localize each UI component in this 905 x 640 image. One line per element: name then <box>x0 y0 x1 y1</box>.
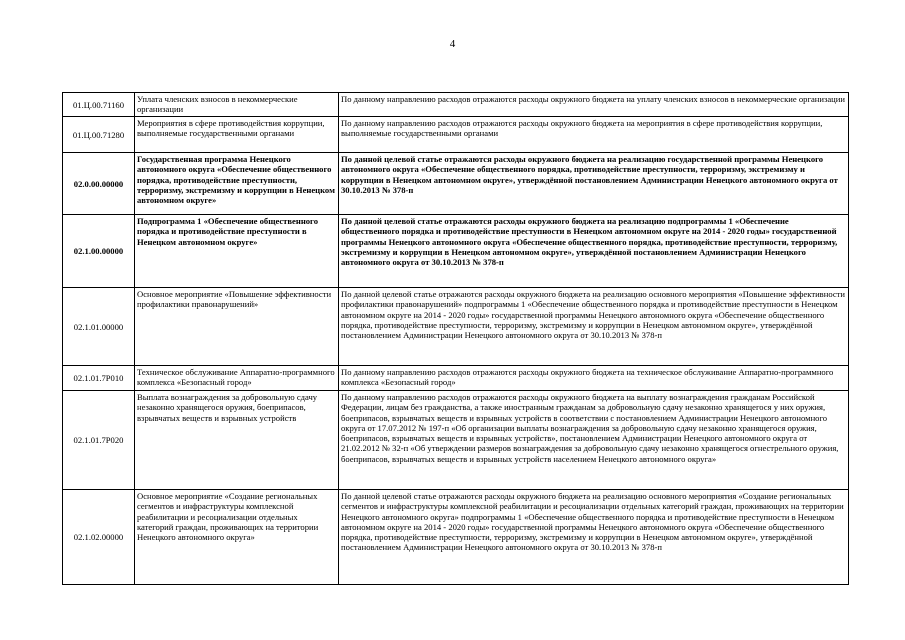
row-description: По данному направлению расходов отражаются расходы окружного бюджета на техническое обслуживание Аппаратно-программного комплекса «Безопасный город» <box>339 366 849 391</box>
table-row <box>63 490 849 585</box>
row-description: По данному направлению расходов отражаются расходы окружного бюджета на уплату членских взносов в некоммерческие организации <box>339 93 849 117</box>
row-name: Подпрограмма 1 «Обеспечение общественного порядка и противодействие преступности в Ненецком автономном округе» <box>135 215 339 288</box>
row-name: Государственная программа Ненецкого автономного округа «Обеспечение общественного порядка, противодействие преступности, терроризму, экстремизму и коррупции в Ненецком автономном округе» <box>135 153 339 215</box>
row-name: Уплата членских взносов в некоммерческие организации <box>135 93 339 117</box>
table-row <box>63 153 849 215</box>
row-name: Техническое обслуживание Аппаратно-программного комплекса «Безопасный город» <box>135 366 339 391</box>
row-name: Выплата вознаграждения за добровольную сдачу незаконно хранящегося оружия, боеприпасов, взрывчатых веществ и взрывных устройств <box>135 391 339 490</box>
table-row <box>63 93 849 117</box>
row-code: 01.Ц.00.71280 <box>63 117 135 153</box>
table-row <box>63 215 849 288</box>
row-name: Основное мероприятие «Создание региональных сегментов и инфраструктуры комплексной реабилитации и ресоциализации отдельных категорий граждан, проживающих на территории Ненецкого автономного округа» <box>135 490 339 585</box>
row-code: 02.1.02.00000 <box>63 490 135 585</box>
table-row <box>63 366 849 391</box>
row-description: По данной целевой статье отражаются расходы окружного бюджета на реализацию подпрограммы 1 «Обеспечение общественного порядка и противодействие преступности в Ненецком автономном округе на 2014 - 2020 годы» государственной программы Ненецкого автономного округа «Обеспечение общественного порядка, противодействие преступности, терроризму, экстремизму и коррупции в Ненецком автономном округе», утверждённой постановлением Администрации Ненецкого автономного округа от 30.10.2013 № 378-п <box>339 215 849 288</box>
table-row <box>63 391 849 490</box>
table-row <box>63 117 849 153</box>
row-name: Мероприятия в сфере противодействия коррупции, выполняемые государственными органами <box>135 117 339 153</box>
table-row <box>63 288 849 366</box>
page-number: 4 <box>449 38 456 50</box>
row-code: 02.1.01.00000 <box>63 288 135 366</box>
row-name: Основное мероприятие «Повышение эффективности профилактики правонарушений» <box>135 288 339 366</box>
row-code: 02.1.00.00000 <box>63 215 135 288</box>
row-description: По данной целевой статье отражаются расходы окружного бюджета на реализацию государственной программы Ненецкого автономного округа «Обеспечение общественного порядка, противодействие преступности, терроризму, экстремизму и коррупции в Ненецком автономном округе», утверждённой постановлением Администрации Ненецкого автономного округа от 30.10.2013 № 378-п <box>339 153 849 215</box>
row-code: 02.1.01.7Р020 <box>63 391 135 490</box>
row-description: По данному направлению расходов отражаются расходы окружного бюджета на мероприятия в сфере противодействия коррупции, выполняемые государственными органами <box>339 117 849 153</box>
row-description: По данной целевой статье отражаются расходы окружного бюджета на реализацию основного мероприятия «Повышение эффективности профилактики правонарушений» подпрограммы 1 «Обеспечение общественного порядка и противодействие преступности в Ненецком автономном округе на 2014 - 2020 годы» государственной программы Ненецкого автономного округа «Обеспечение общественного порядка, противодействие преступности, терроризму, экстремизму и коррупции в Ненецком автономном округе», утверждённой постановлением Администрации Ненецкого автономного округа от 30.10.2013 № 378-п <box>339 288 849 366</box>
row-code: 02.0.00.00000 <box>63 153 135 215</box>
row-code: 02.1.01.7Р010 <box>63 366 135 391</box>
row-code: 01.Ц.00.71160 <box>63 93 135 117</box>
budget-classification-table <box>62 92 849 585</box>
row-description: По данному направлению расходов отражаются расходы окружного бюджета на выплату вознаграждения гражданам Российской Федерации, лицам без гражданства, а также иностранным гражданам за добровольную сдачу незаконно хранящегося у них оружия, боеприпасов, взрывчатых веществ и взрывных устройств в соответствии с постановлением Администрации Ненецкого автономного округа от 17.07.2012 № 197-п «Об организации выплаты вознаграждения за добровольную сдачу незаконно хранящегося оружия, боеприпасов, взрывчатых веществ и взрывных устройств», постановлением Администрации Ненецкого автономного округа от 21.02.2012 № 32-п «Об утверждении размеров вознаграждения за добровольную сдачу незаконно хранящегося огнестрельного оружия, боеприпасов, взрывчатых веществ и взрывных устройств населением Ненецкого автономного округа» <box>339 391 849 490</box>
row-description: По данной целевой статье отражаются расходы окружного бюджета на реализацию основного мероприятия «Создание региональных сегментов и инфраструктуры комплексной реабилитации и ресоциализации отдельных категорий граждан, проживающих на территории Ненецкого автономного округа» подпрограммы 1 «Обеспечение общественного порядка и противодействие преступности в Ненецком автономном округе на 2014 - 2020 годы» государственной программы Ненецкого автономного округа «Обеспечение общественного порядка, противодействие преступности, терроризму, экстремизму и коррупции в Ненецком автономном округе», утверждённой постановлением Администрации Ненецкого автономного округа от 30.10.2013 № 378-п <box>339 490 849 585</box>
